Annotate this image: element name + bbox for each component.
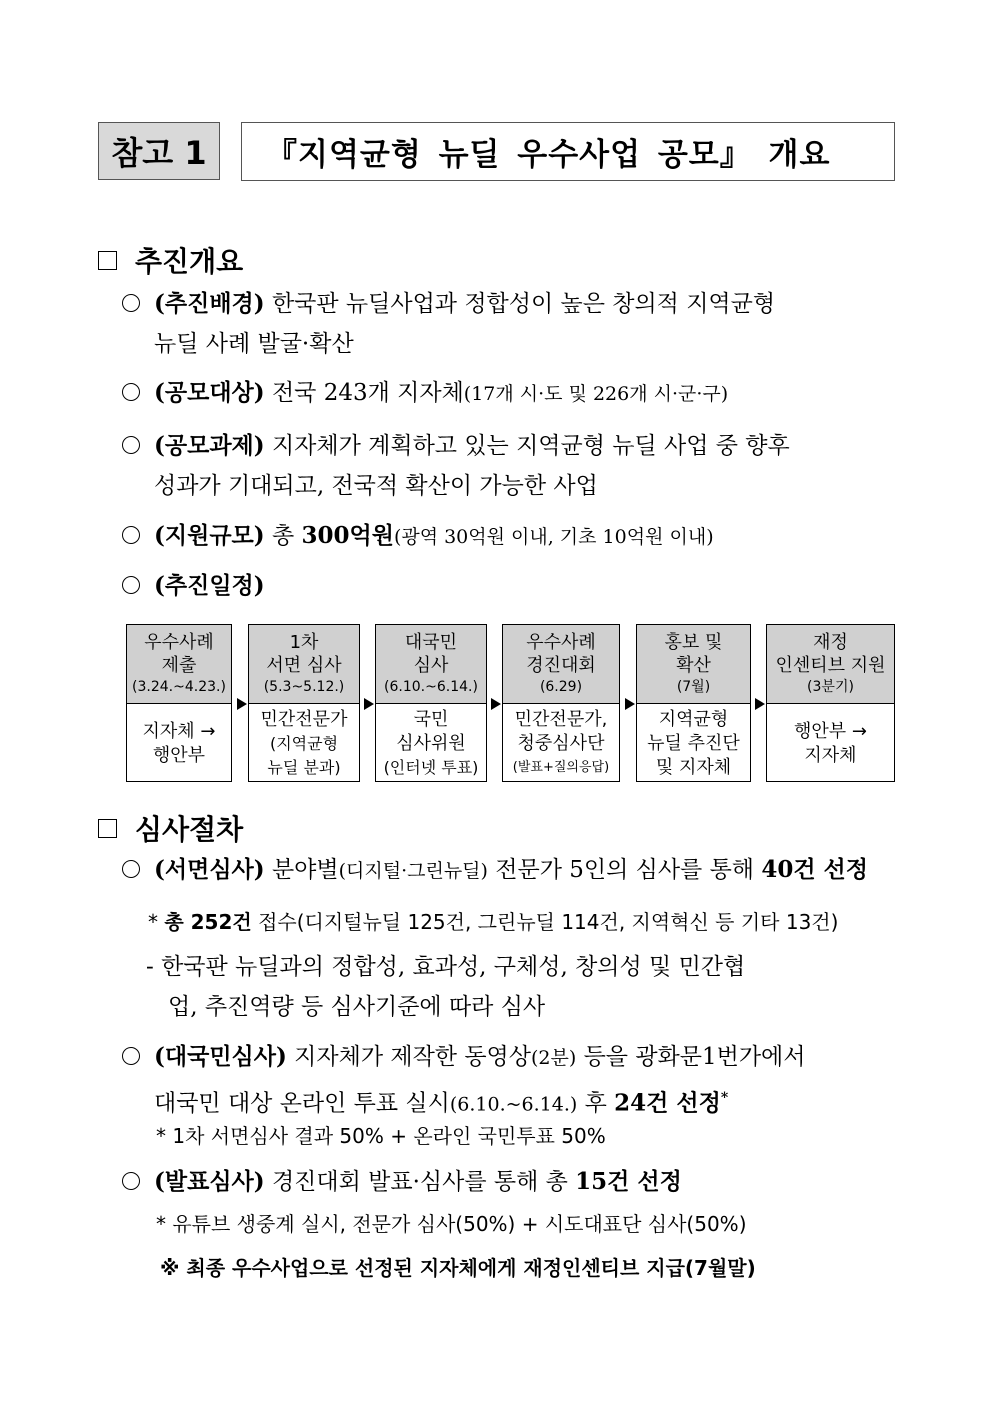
reference-label: 참고 1: [98, 122, 220, 180]
bullet-detail: (17개 시·도 및 226개 시·군·구): [463, 383, 729, 405]
bullet-text: 등을 광화문1번가에서: [576, 1044, 806, 1070]
step-body-line: 지역균형: [658, 708, 729, 730]
footnote-highlight: 총 252건: [164, 910, 252, 934]
bullet-label: (발표심사): [154, 1168, 265, 1195]
bullet-label: (공모과제): [154, 432, 265, 459]
bullet-label: (추진배경): [154, 290, 265, 317]
bullet-text: 총: [264, 523, 302, 549]
bullet-text: 경진대회 발표·심사를 통해 총: [264, 1169, 576, 1195]
bullet-detail: (디지털·그린뉴딜): [338, 860, 488, 882]
step-header: [503, 625, 619, 704]
step-title: 우수사례: [144, 632, 214, 653]
bullet-text: 한국판 뉴딜사업과 정합성이 높은 창의적 지역균형: [264, 291, 776, 317]
footnote-total: [148, 906, 838, 935]
bullet-text: 전문가 5인의 심사를 통해: [487, 857, 762, 883]
step-date: (6.29): [539, 679, 583, 695]
step-body-line: 뉴딜 분과): [267, 757, 341, 777]
step-date: (3.24.~4.23.): [132, 679, 226, 695]
process-step-incentive: [766, 624, 895, 782]
step-header: [767, 625, 894, 704]
step-title: 서면 심사: [266, 655, 342, 676]
arrow-right-icon: [755, 698, 765, 710]
section-title: 심사절차: [135, 813, 244, 846]
bullet-document-review: [122, 850, 912, 891]
step-body-line: 행안부: [152, 744, 206, 766]
step-date: (6.10.~6.14.): [384, 679, 478, 695]
footnote-text: 접수(디지털뉴딜 125건, 그린뉴딜 114건, 지역혁신 등 기타 13건): [251, 910, 839, 934]
bullet-text: 지자체가 계획하고 있는 지역균형 뉴딜 사업 중 향후: [264, 433, 790, 459]
bullet-presentation-review: [122, 1162, 892, 1202]
step-title: 심사: [413, 655, 449, 676]
step-body-line: 행안부 →: [794, 720, 867, 742]
step-title: 대국민: [404, 632, 458, 653]
step-body-line: 뉴딜 추진단: [647, 732, 740, 754]
bullet-continuation: 뉴딜 사례 발굴·확산: [154, 331, 354, 357]
process-step-promotion: [636, 624, 751, 782]
bullet-label: (지원규모): [154, 522, 265, 549]
circle-bullet-icon: [122, 436, 140, 454]
bullet-label: (대국민심사): [154, 1043, 287, 1070]
step-body-line: (인터넷 투표): [383, 757, 479, 777]
dash-text: 한국판 뉴딜과의 정합성, 효과성, 구체성, 창의성 및 민간협: [161, 954, 746, 980]
checkbox-square-icon: [98, 819, 117, 838]
footnote-weighting: [156, 1120, 606, 1149]
bullet-background: [122, 284, 892, 364]
circle-bullet-icon: [122, 1047, 140, 1065]
dash-criteria: [146, 947, 896, 1027]
bullet-continuation: [122, 1078, 892, 1125]
process-step-document-review: [248, 624, 360, 782]
step-body: [376, 704, 486, 783]
arrow-right-icon: [237, 698, 247, 710]
footnote-broadcast: [156, 1208, 747, 1237]
circle-bullet-icon: [122, 294, 140, 312]
bullet-label: (추진일정): [154, 572, 265, 599]
step-body-line: 지자체: [804, 744, 857, 766]
circle-bullet-icon: [122, 526, 140, 544]
superscript-asterisk: *: [720, 1090, 729, 1106]
circle-bullet-icon: [122, 383, 140, 401]
step-title: 확산: [676, 655, 711, 676]
bullet-label: (공모대상): [154, 379, 265, 406]
final-note: ※ 최종 우수사업으로 선정된 지자체에게 재정인센티브 지급(7월말): [160, 1256, 756, 1280]
bullet-target: [122, 373, 892, 414]
circle-bullet-icon: [122, 1172, 140, 1190]
step-title: 우수사례: [526, 632, 596, 653]
dash-continuation: 업, 추진역량 등 심사기준에 따라 심사: [168, 994, 546, 1020]
step-body-line: (지역균형: [269, 733, 339, 753]
bullet-text: 후: [577, 1090, 615, 1117]
footnote-text: 1차 서면심사 결과 50% + 온라인 국민투표 50%: [172, 1124, 606, 1148]
section-title: 추진개요: [135, 245, 244, 278]
step-header: [637, 625, 750, 704]
bullet-continuation: 성과가 기대되고, 전국적 확산이 가능한 사업: [154, 473, 598, 499]
step-body-line: (발표+질의응답): [512, 759, 610, 775]
bullet-text: 대국민 대상 온라인 투표 실시: [154, 1090, 450, 1117]
step-header: [127, 625, 231, 704]
bullet-text: 전국 243개 지자체: [264, 380, 464, 406]
step-date: (7월): [676, 679, 711, 695]
asterisk: *: [148, 910, 165, 934]
step-header: [249, 625, 359, 704]
bullet-text: 지자체가 제작한 동영상: [286, 1044, 531, 1070]
bullet-schedule: [122, 566, 892, 606]
step-title: 경진대회: [526, 655, 596, 676]
bullet-amount: 300억원: [301, 522, 394, 549]
bullet-highlight: 15건 선정: [575, 1168, 682, 1195]
footnote-text: 유튜브 생중계 실시, 전문가 심사(50%) + 시도대표단 심사(50%): [172, 1212, 747, 1236]
arrow-right-icon: [625, 698, 635, 710]
arrow-right-icon: [491, 698, 501, 710]
section-heading-overview: [98, 240, 243, 280]
process-step-contest: [502, 624, 620, 782]
step-body-line: 및 지자체: [655, 756, 732, 778]
bullet-scale: [122, 516, 892, 557]
bullet-label: (서면심사): [154, 856, 265, 883]
step-date: (5.3~5.12.): [263, 679, 345, 695]
dash-mark: -: [146, 954, 162, 980]
step-date: (3분기): [807, 679, 854, 695]
bullet-public-review: [122, 1037, 892, 1125]
step-body: [503, 704, 619, 783]
asterisk: *: [156, 1124, 173, 1148]
step-title: 홍보 및: [664, 632, 723, 653]
step-body-line: 지자체 →: [142, 720, 216, 742]
process-step-submit: [126, 624, 232, 782]
step-title: 제출: [161, 655, 197, 676]
process-step-public-review: [375, 624, 487, 782]
step-title: 재정: [813, 632, 848, 653]
step-body-line: 민간전문가,: [514, 708, 608, 730]
step-header: [376, 625, 486, 704]
section-heading-review: [98, 808, 243, 848]
step-title: 인센티브 지원: [775, 655, 886, 676]
bullet-detail: (2분): [530, 1047, 577, 1069]
step-body-line: 국민: [413, 708, 449, 730]
bullet-highlight: 40건 선정: [761, 856, 868, 883]
step-body: [127, 704, 231, 783]
bullet-task: [122, 426, 892, 506]
bullet-highlight: 24건 선정: [614, 1089, 721, 1117]
step-body-line: 청중심사단: [517, 732, 605, 754]
bullet-text: 분야별: [264, 857, 339, 883]
circle-bullet-icon: [122, 576, 140, 594]
arrow-right-icon: [364, 698, 374, 710]
step-body: [249, 704, 359, 783]
bullet-detail: (6.10.~6.14.): [449, 1093, 578, 1116]
page-title: 『지역균형 뉴딜 우수사업 공모』 개요: [241, 122, 895, 181]
step-title: 1차: [289, 632, 319, 653]
checkbox-square-icon: [98, 251, 117, 270]
step-body-line: 심사위원: [396, 732, 466, 754]
step-body: [637, 704, 750, 783]
step-body: [767, 704, 894, 783]
bullet-detail: (광역 30억원 이내, 기초 10억원 이내): [393, 526, 714, 548]
circle-bullet-icon: [122, 860, 140, 878]
asterisk: *: [156, 1212, 173, 1236]
step-body-line: 민간전문가: [260, 708, 348, 730]
